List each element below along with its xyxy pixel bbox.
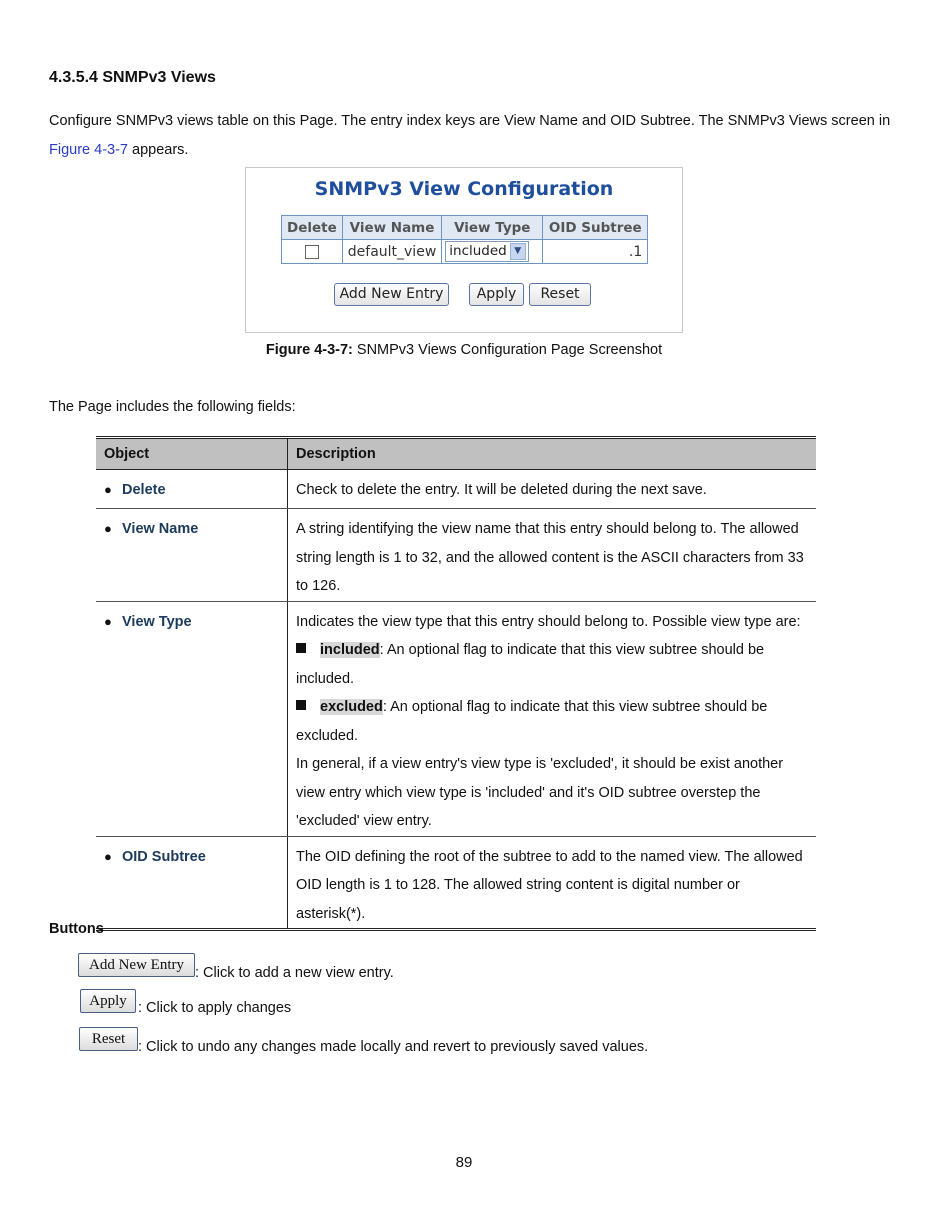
col-delete: Delete [282, 216, 343, 240]
header-object: Object [96, 438, 288, 470]
button-description: : Click to undo any changes made locally and revert to previously saved values. [138, 1039, 649, 1055]
page-number: 89 [455, 1154, 473, 1171]
section-heading: 4.3.5.4 SNMPv3 Views [49, 69, 216, 86]
view-config-table [281, 215, 648, 264]
option-item: included: An optional flag to indicate that this view subtree should be included. [296, 642, 765, 687]
bullet-icon: ● [104, 521, 112, 536]
option-item: excluded: An optional flag to indicate that this view subtree should be excluded. [296, 699, 768, 744]
col-view-type: View Type [442, 216, 543, 240]
delete-checkbox[interactable] [305, 245, 319, 259]
bullet-icon: ● [104, 848, 112, 864]
figure-link[interactable]: Figure 4-3-7 [49, 142, 128, 158]
reset-button[interactable]: Reset [529, 283, 591, 306]
object-description: The OID defining the root of the subtree to add to the named view. The allowed OID length is 1 to 128. The allowed string content is digital number or asterisk(*). [296, 848, 803, 922]
apply-button[interactable]: Apply [469, 283, 524, 306]
figure-title: SNMPv3 View Configuration [314, 178, 614, 200]
table-row [96, 470, 816, 509]
fields-intro: The Page includes the following fields: [49, 399, 296, 415]
figure-caption: Figure 4-3-7: SNMPv3 Views Configuration Page Screenshot [265, 342, 663, 358]
square-bullet-icon [296, 700, 306, 710]
object-description: Check to delete the entry. It will be deleted during the next save. [288, 470, 817, 509]
bullet-icon: ● [104, 482, 112, 497]
oid-subtree-value: .1 [543, 240, 648, 264]
table-row [282, 240, 648, 264]
header-description: Description [288, 438, 817, 470]
object-name: OID Subtree [122, 848, 206, 865]
table-row [96, 836, 816, 930]
button-description: : Click to add a new view entry. [195, 965, 394, 981]
add-new-entry-button[interactable]: Add New Entry [334, 283, 449, 306]
buttons-heading: Buttons [49, 921, 104, 937]
object-name: View Type [122, 613, 192, 630]
square-bullet-icon [296, 643, 306, 653]
chevron-down-icon: ▼ [510, 243, 526, 260]
intro-text: Configure SNMPv3 views table on this Page. The entry index keys are View Name and OID Subtree. The SNMPv3 Views screen in [49, 113, 891, 129]
intro-text-line2: Figure 4-3-7 appears. [49, 142, 189, 158]
table-row [96, 509, 816, 602]
col-view-name: View Name [342, 216, 442, 240]
view-type-select[interactable]: included ▼ [445, 241, 528, 262]
fields-table [96, 436, 816, 931]
button-description: : Click to apply changes [138, 1000, 292, 1016]
add-new-entry-button[interactable]: Add New Entry [78, 953, 195, 977]
object-name: View Name [122, 521, 199, 537]
table-row [96, 601, 816, 836]
screenshot-figure [245, 167, 683, 333]
apply-button[interactable]: Apply [80, 989, 136, 1013]
view-name-value: default_view [342, 240, 442, 264]
object-name: Delete [122, 482, 166, 498]
object-description: Indicates the view type that this entry should belong to. Possible view type are: included: An optional flag to indicate that this view subtree should be included. excluded: An optional flag to indicate that this view subtree should be excluded. In general, if a view entry's view type is 'excluded', it should be exist another view entry which view type is 'included' and it's OID subtree overstep the 'excluded' view entry. [288, 601, 817, 836]
col-oid-subtree: OID Subtree [543, 216, 648, 240]
reset-button[interactable]: Reset [79, 1027, 138, 1051]
bullet-icon: ● [104, 613, 112, 629]
object-description: A string identifying the view name that this entry should belong to. The allowed string length is 1 to 32, and the allowed content is the ASCII characters from 33 to 126. [288, 509, 817, 602]
